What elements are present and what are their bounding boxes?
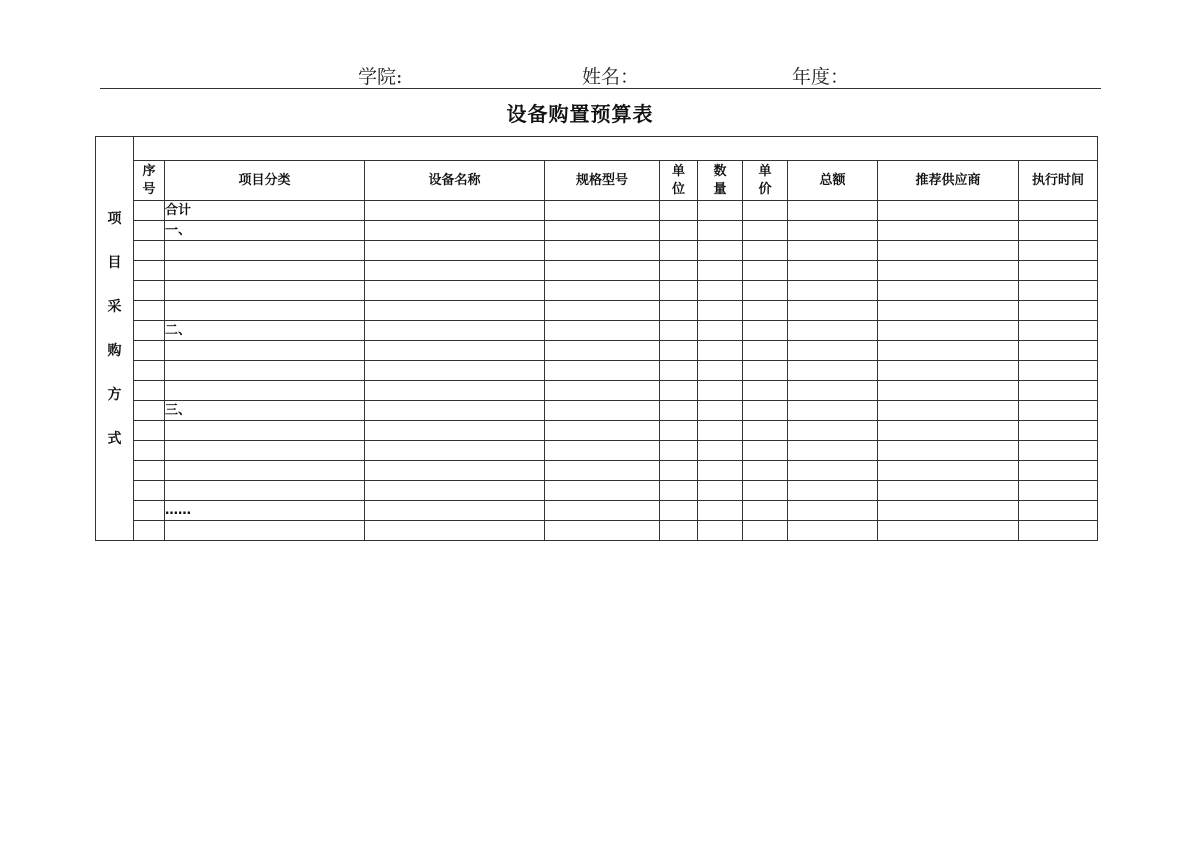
unit-price-cell — [743, 501, 788, 521]
supplier-cell — [878, 361, 1019, 381]
category-cell: …… — [165, 501, 365, 521]
table-row — [96, 401, 1098, 421]
total-cell — [788, 221, 878, 241]
supplier-cell — [878, 441, 1019, 461]
spec-model-cell — [545, 341, 660, 361]
supplier-cell — [878, 261, 1019, 281]
column-header-quantity: 数量 — [698, 161, 743, 201]
table-row — [96, 501, 1098, 521]
schedule-cell — [1019, 501, 1098, 521]
schedule-cell — [1019, 261, 1098, 281]
quantity-cell — [698, 401, 743, 421]
schedule-cell — [1019, 321, 1098, 341]
column-header-equipment-name: 设备名称 — [365, 161, 545, 201]
spec-model-cell — [545, 421, 660, 441]
spec-model-cell — [545, 361, 660, 381]
column-header-row — [96, 161, 1098, 201]
unit-price-cell — [743, 481, 788, 501]
quantity-cell — [698, 361, 743, 381]
category-cell — [165, 461, 365, 481]
category-cell — [165, 281, 365, 301]
supplier-cell — [878, 501, 1019, 521]
table-row — [96, 521, 1098, 541]
unit-cell — [660, 221, 698, 241]
quantity-cell — [698, 321, 743, 341]
quantity-cell — [698, 301, 743, 321]
unit-price-cell — [743, 361, 788, 381]
college-label: 学院: — [358, 66, 403, 88]
equipment-name-cell — [365, 501, 545, 521]
supplier-cell — [878, 221, 1019, 241]
unit-price-cell — [743, 341, 788, 361]
quantity-cell — [698, 461, 743, 481]
procurement-method-label: 项目采购方式 — [107, 210, 122, 447]
table-row — [96, 481, 1098, 501]
index-cell — [134, 241, 165, 261]
name-label: 姓名： — [582, 66, 640, 88]
total-cell — [788, 201, 878, 221]
schedule-cell — [1019, 381, 1098, 401]
index-cell — [134, 261, 165, 281]
total-cell — [788, 361, 878, 381]
supplier-cell — [878, 401, 1019, 421]
category-cell — [165, 421, 365, 441]
schedule-cell — [1019, 341, 1098, 361]
column-header-spec-model: 规格型号 — [545, 161, 660, 201]
quantity-cell — [698, 221, 743, 241]
supplier-cell — [878, 521, 1019, 541]
equipment-name-cell — [365, 401, 545, 421]
category-cell: 二、 — [165, 321, 365, 341]
total-cell — [788, 321, 878, 341]
unit-price-cell — [743, 201, 788, 221]
equipment-name-cell — [365, 341, 545, 361]
index-cell — [134, 341, 165, 361]
total-cell — [788, 401, 878, 421]
supplier-cell — [878, 201, 1019, 221]
table-row — [96, 241, 1098, 261]
schedule-cell — [1019, 401, 1098, 421]
year-label: 年度： — [792, 66, 850, 88]
quantity-cell — [698, 281, 743, 301]
unit-price-cell — [743, 221, 788, 241]
unit-cell — [660, 321, 698, 341]
index-cell — [134, 461, 165, 481]
spec-model-cell — [545, 381, 660, 401]
header-divider — [100, 88, 1101, 89]
category-cell: 合计 — [165, 201, 365, 221]
index-cell — [134, 301, 165, 321]
schedule-cell — [1019, 301, 1098, 321]
spec-model-cell — [545, 481, 660, 501]
spec-model-cell — [545, 441, 660, 461]
schedule-cell — [1019, 361, 1098, 381]
unit-cell — [660, 401, 698, 421]
quantity-cell — [698, 341, 743, 361]
total-cell — [788, 481, 878, 501]
quantity-cell — [698, 521, 743, 541]
quantity-cell — [698, 381, 743, 401]
equipment-name-cell — [365, 461, 545, 481]
table-row — [96, 441, 1098, 461]
supplier-cell — [878, 321, 1019, 341]
unit-price-cell — [743, 321, 788, 341]
spec-model-cell — [545, 241, 660, 261]
total-cell — [788, 261, 878, 281]
schedule-cell — [1019, 461, 1098, 481]
category-cell — [165, 241, 365, 261]
unit-price-cell — [743, 381, 788, 401]
equipment-name-cell — [365, 521, 545, 541]
supplier-cell — [878, 241, 1019, 261]
quantity-cell — [698, 501, 743, 521]
schedule-cell — [1019, 481, 1098, 501]
document-title: 设备购置预算表 — [506, 102, 654, 126]
total-cell — [788, 441, 878, 461]
index-cell — [134, 521, 165, 541]
unit-cell — [660, 521, 698, 541]
table-row — [96, 361, 1098, 381]
equipment-name-cell — [365, 241, 545, 261]
index-cell — [134, 281, 165, 301]
column-header-unit: 单位 — [660, 161, 698, 201]
unit-cell — [660, 261, 698, 281]
schedule-cell — [1019, 521, 1098, 541]
index-cell — [134, 321, 165, 341]
index-cell — [134, 441, 165, 461]
column-header-index: 序号 — [134, 161, 165, 201]
unit-cell — [660, 461, 698, 481]
category-cell: 三、 — [165, 401, 365, 421]
category-cell — [165, 341, 365, 361]
total-cell — [788, 421, 878, 441]
unit-price-cell — [743, 441, 788, 461]
table-row — [96, 381, 1098, 401]
table-row — [96, 281, 1098, 301]
equipment-name-cell — [365, 361, 545, 381]
supplier-cell — [878, 421, 1019, 441]
total-cell — [788, 281, 878, 301]
index-cell — [134, 481, 165, 501]
schedule-cell — [1019, 281, 1098, 301]
supplier-cell — [878, 461, 1019, 481]
equipment-name-cell — [365, 281, 545, 301]
unit-price-cell — [743, 281, 788, 301]
header-fields — [0, 56, 1200, 88]
table-row — [96, 321, 1098, 341]
schedule-cell — [1019, 421, 1098, 441]
index-cell — [134, 361, 165, 381]
procurement-method-cell — [96, 137, 134, 541]
blank-cell — [134, 137, 1098, 161]
category-cell — [165, 261, 365, 281]
total-cell — [788, 381, 878, 401]
column-header-unit-price: 单价 — [743, 161, 788, 201]
unit-cell — [660, 201, 698, 221]
unit-cell — [660, 241, 698, 261]
supplier-cell — [878, 341, 1019, 361]
unit-cell — [660, 361, 698, 381]
unit-price-cell — [743, 521, 788, 541]
total-cell — [788, 501, 878, 521]
quantity-cell — [698, 421, 743, 441]
category-cell — [165, 361, 365, 381]
spec-model-cell — [545, 221, 660, 241]
category-cell — [165, 381, 365, 401]
quantity-cell — [698, 241, 743, 261]
table-row — [96, 301, 1098, 321]
schedule-cell — [1019, 201, 1098, 221]
schedule-cell — [1019, 221, 1098, 241]
spec-model-cell — [545, 501, 660, 521]
unit-price-cell — [743, 301, 788, 321]
unit-cell — [660, 441, 698, 461]
table-row — [96, 201, 1098, 221]
category-cell: 一、 — [165, 221, 365, 241]
column-header-schedule: 执行时间 — [1019, 161, 1098, 201]
equipment-name-cell — [365, 221, 545, 241]
quantity-cell — [698, 481, 743, 501]
quantity-cell — [698, 261, 743, 281]
spec-model-cell — [545, 521, 660, 541]
category-cell — [165, 481, 365, 501]
unit-cell — [660, 501, 698, 521]
table-row — [96, 461, 1098, 481]
unit-price-cell — [743, 261, 788, 281]
table-row — [96, 261, 1098, 281]
total-cell — [788, 521, 878, 541]
budget-table — [95, 136, 1098, 541]
spec-model-cell — [545, 401, 660, 421]
spec-model-cell — [545, 301, 660, 321]
column-header-supplier: 推荐供应商 — [878, 161, 1019, 201]
quantity-cell — [698, 441, 743, 461]
unit-price-cell — [743, 421, 788, 441]
equipment-name-cell — [365, 481, 545, 501]
total-cell — [788, 301, 878, 321]
column-header-total: 总额 — [788, 161, 878, 201]
spec-model-cell — [545, 201, 660, 221]
unit-cell — [660, 481, 698, 501]
unit-price-cell — [743, 401, 788, 421]
table-row — [96, 421, 1098, 441]
unit-price-cell — [743, 461, 788, 481]
category-cell — [165, 441, 365, 461]
unit-cell — [660, 341, 698, 361]
equipment-name-cell — [365, 421, 545, 441]
equipment-name-cell — [365, 201, 545, 221]
supplier-cell — [878, 381, 1019, 401]
schedule-cell — [1019, 441, 1098, 461]
index-cell — [134, 381, 165, 401]
index-cell — [134, 201, 165, 221]
equipment-name-cell — [365, 301, 545, 321]
unit-cell — [660, 381, 698, 401]
table-row — [96, 341, 1098, 361]
quantity-cell — [698, 201, 743, 221]
supplier-cell — [878, 481, 1019, 501]
index-cell — [134, 401, 165, 421]
table-row — [96, 221, 1098, 241]
spec-model-cell — [545, 281, 660, 301]
index-cell — [134, 421, 165, 441]
category-cell — [165, 301, 365, 321]
unit-cell — [660, 281, 698, 301]
unit-cell — [660, 421, 698, 441]
equipment-name-cell — [365, 321, 545, 341]
index-cell — [134, 221, 165, 241]
equipment-name-cell — [365, 441, 545, 461]
table-blank-row — [96, 137, 1098, 161]
supplier-cell — [878, 281, 1019, 301]
equipment-name-cell — [365, 381, 545, 401]
total-cell — [788, 341, 878, 361]
total-cell — [788, 241, 878, 261]
equipment-name-cell — [365, 261, 545, 281]
total-cell — [788, 461, 878, 481]
category-cell — [165, 521, 365, 541]
index-cell — [134, 501, 165, 521]
column-header-category: 项目分类 — [165, 161, 365, 201]
supplier-cell — [878, 301, 1019, 321]
spec-model-cell — [545, 261, 660, 281]
unit-price-cell — [743, 241, 788, 261]
spec-model-cell — [545, 461, 660, 481]
spec-model-cell — [545, 321, 660, 341]
unit-cell — [660, 301, 698, 321]
schedule-cell — [1019, 241, 1098, 261]
